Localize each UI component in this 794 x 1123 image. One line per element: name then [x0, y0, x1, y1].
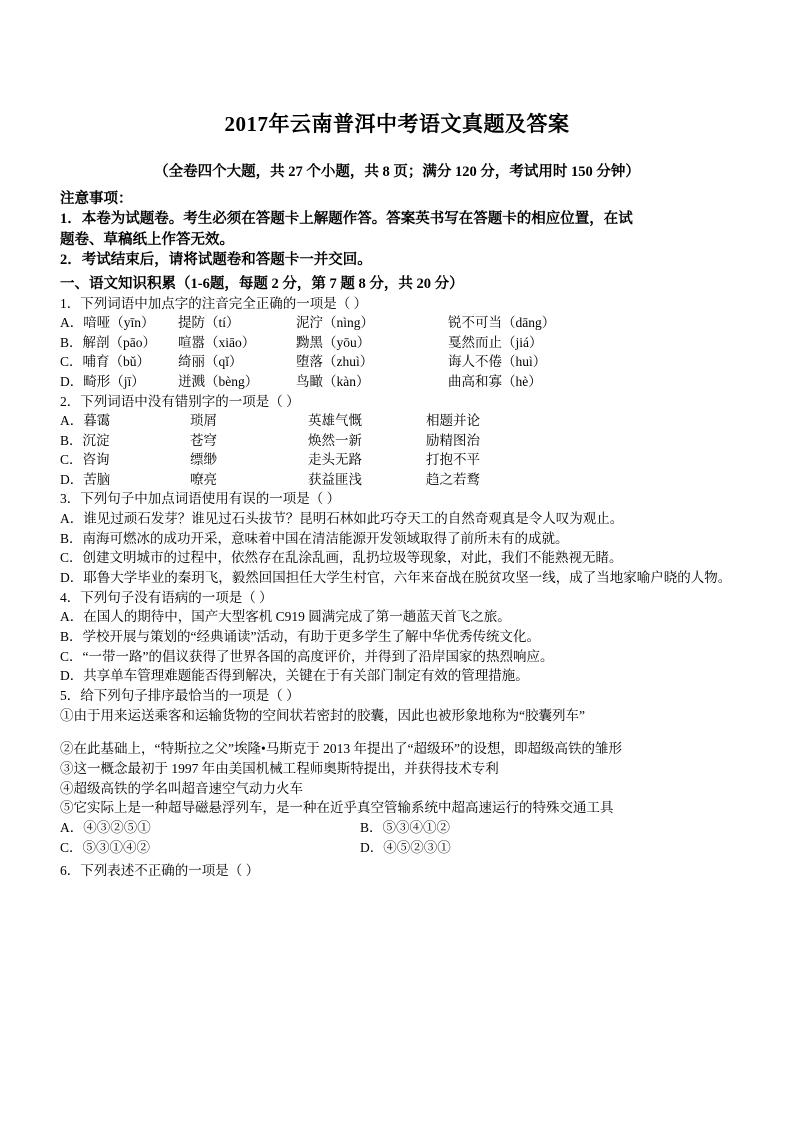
answer-choice-b: B．⑤③④①②: [360, 820, 451, 836]
question-3-stem: 3．下列句子中加点词语使用有误的一项是（ ）: [60, 491, 341, 507]
question-3-option-a: A．谁见过顽石发芽？谁见过石头拔节？昆明石林如此巧夺天工的自然奇观真是令人叹为观止。: [60, 510, 624, 526]
question-5-item-5: ⑤它实际上是一种超导磁悬浮列车，是一种在近乎真空管输系统中超高速运行的特殊交通工具: [60, 800, 614, 816]
question-5-answer-row-2: [60, 838, 734, 858]
question-2-option-a: [60, 411, 734, 431]
answer-choice-c: C．⑤③①④②: [60, 839, 151, 855]
question-5-item-3: ③这一概念最初于 1997 年由美国机械工程师奥斯特提出，并获得技术专利: [60, 761, 499, 777]
opt-cell: D．苦脑: [60, 471, 111, 487]
opt-cell: 泥泞（nìng）: [296, 315, 375, 331]
exam-subtitle: （全卷四个大题，共 27 个小题，共 8 页；满分 120 分，考试用时 150 分钟）: [154, 164, 640, 180]
opt-cell: D．畸形（jī）: [60, 373, 145, 389]
notice-line-2: 题卷、草稿纸上作答无效。: [60, 231, 234, 248]
opt-cell: B．解剖（pāo）: [60, 334, 156, 350]
question-4-stem: 4．下列句子没有语病的一项是（ ）: [60, 589, 273, 605]
opt-cell: 诲人不倦（huì）: [448, 354, 547, 370]
answer-choice-d: D．④⑤②③①: [360, 839, 451, 855]
question-5-stem: 5．给下列句子排序最恰当的一项是（ ）: [60, 688, 300, 704]
question-2-option-b: [60, 431, 734, 451]
opt-cell: 喧嚣（xiāo）: [178, 334, 256, 350]
question-3-option-b: B．南海可燃冰的成功开采，意味着中国在清洁能源开发领域取得了前所未有的成就。: [60, 530, 569, 546]
opt-cell: 堕落（zhuì）: [296, 354, 374, 370]
question-4-option-d: D．共享单车管理难题能否得到解决，关键在于有关部门制定有效的管理措施。: [60, 668, 529, 684]
opt-cell: B．沉淀: [60, 432, 110, 448]
opt-cell: 曲高和寡（hè）: [448, 373, 542, 389]
opt-cell: 相题并论: [426, 413, 480, 429]
question-1-option-d: [60, 372, 734, 392]
opt-cell: 嘹亮: [190, 471, 217, 487]
blank-spacer: [60, 725, 734, 739]
question-3-option-d: D．耶鲁大学毕业的秦玥飞，毅然回国担任大学生村官，六年来奋战在脱贫攻坚一线，成了当地家喻户晓的人物。: [60, 570, 732, 586]
opt-cell: C．哺育（bǔ）: [60, 354, 151, 370]
opt-cell: 缥缈: [190, 452, 217, 468]
question-4-option-b: B．学校开展与策划的“经典诵读”活动，有助于更多学生了解中华优秀传统文化。: [60, 629, 540, 644]
opt-cell: 打抱不平: [426, 452, 480, 468]
opt-cell: 迸溅（bèng）: [178, 373, 259, 389]
question-2-option-d: [60, 470, 734, 490]
notice-heading: 注意事项：: [60, 191, 133, 207]
question-5-answer-row-1: [60, 818, 734, 838]
answer-choice-a: A．④③②⑤①: [60, 820, 151, 836]
opt-cell: 琐屑: [190, 413, 217, 429]
opt-cell: 励精图治: [426, 432, 480, 448]
question-1-option-c: [60, 352, 734, 372]
opt-cell: 提防（tí）: [178, 315, 240, 331]
question-4-option-a: A．在国人的期待中，国产大型客机 C919 圆满完成了第一趟蓝天首飞之旅。: [60, 609, 511, 625]
opt-cell: 走头无路: [308, 452, 362, 468]
question-1-stem: 1．下列词语中加点字的注音完全正确的一项是（ ）: [60, 295, 368, 311]
question-5-item-4: ④超级高铁的学名叫超音速空气动力火车: [60, 780, 303, 796]
opt-cell: A．喑哑（yīn）: [60, 315, 155, 331]
question-2-option-c: [60, 450, 734, 470]
question-2-stem: 2．下列词语中没有错别字的一项是（ ）: [60, 393, 300, 409]
section-heading: 一、语文知识积累（1-6题，每题 2 分，第 7 题 8 分，共 20 分）: [60, 275, 464, 292]
opt-cell: 黝黑（yōu）: [296, 334, 371, 350]
opt-cell: 鸟瞰（kàn）: [296, 373, 370, 389]
page-title: 2017年云南普洱中考语文真题及答案: [224, 112, 570, 136]
question-1-option-b: [60, 333, 734, 353]
question-4-option-c: C．“一带一路”的倡议获得了世界各国的高度评价，并得到了沿岸国家的热烈响应。: [60, 648, 554, 664]
question-3-option-c: C．创建文明城市的过程中，依然存在乱涂乱画，乱扔垃圾等现象，对此，我们不能熟视无睹。: [60, 550, 623, 566]
opt-cell: 获益匪浅: [308, 471, 362, 487]
opt-cell: 锐不可当（dāng）: [448, 315, 556, 331]
question-6-stem: 6．下列表述不正确的一项是（ ）: [60, 863, 260, 879]
notice-line-3: 2．考试结束后，请将试题卷和答题卡一并交回。: [60, 252, 372, 269]
opt-cell: 苍穹: [190, 432, 217, 448]
question-1-option-a: [60, 313, 734, 333]
opt-cell: A．暮霭: [60, 413, 111, 429]
opt-cell: C．咨询: [60, 452, 110, 468]
question-5-item-1: ①由于用来运送乘客和运输货物的空间状若密封的胶囊，因此也被形象地称为“胶囊列车”: [60, 707, 585, 723]
opt-cell: 绮丽（qǐ）: [178, 354, 243, 370]
notice-line-1: 1．本卷为试题卷。考生必须在答题卡上解题作答。答案英书写在答题卡的相应位置，在试: [60, 211, 633, 227]
opt-cell: 趋之若鹜: [426, 471, 480, 487]
question-5-item-2: ②在此基础上，“特斯拉之父”埃隆•马斯克于 2013 年提出了“超级环”的设想，即超级高铁的雏形: [60, 741, 622, 757]
opt-cell: 焕然一新: [308, 432, 362, 448]
opt-cell: 英雄气慨: [308, 413, 362, 429]
opt-cell: 戛然而止（jiá）: [448, 334, 543, 350]
